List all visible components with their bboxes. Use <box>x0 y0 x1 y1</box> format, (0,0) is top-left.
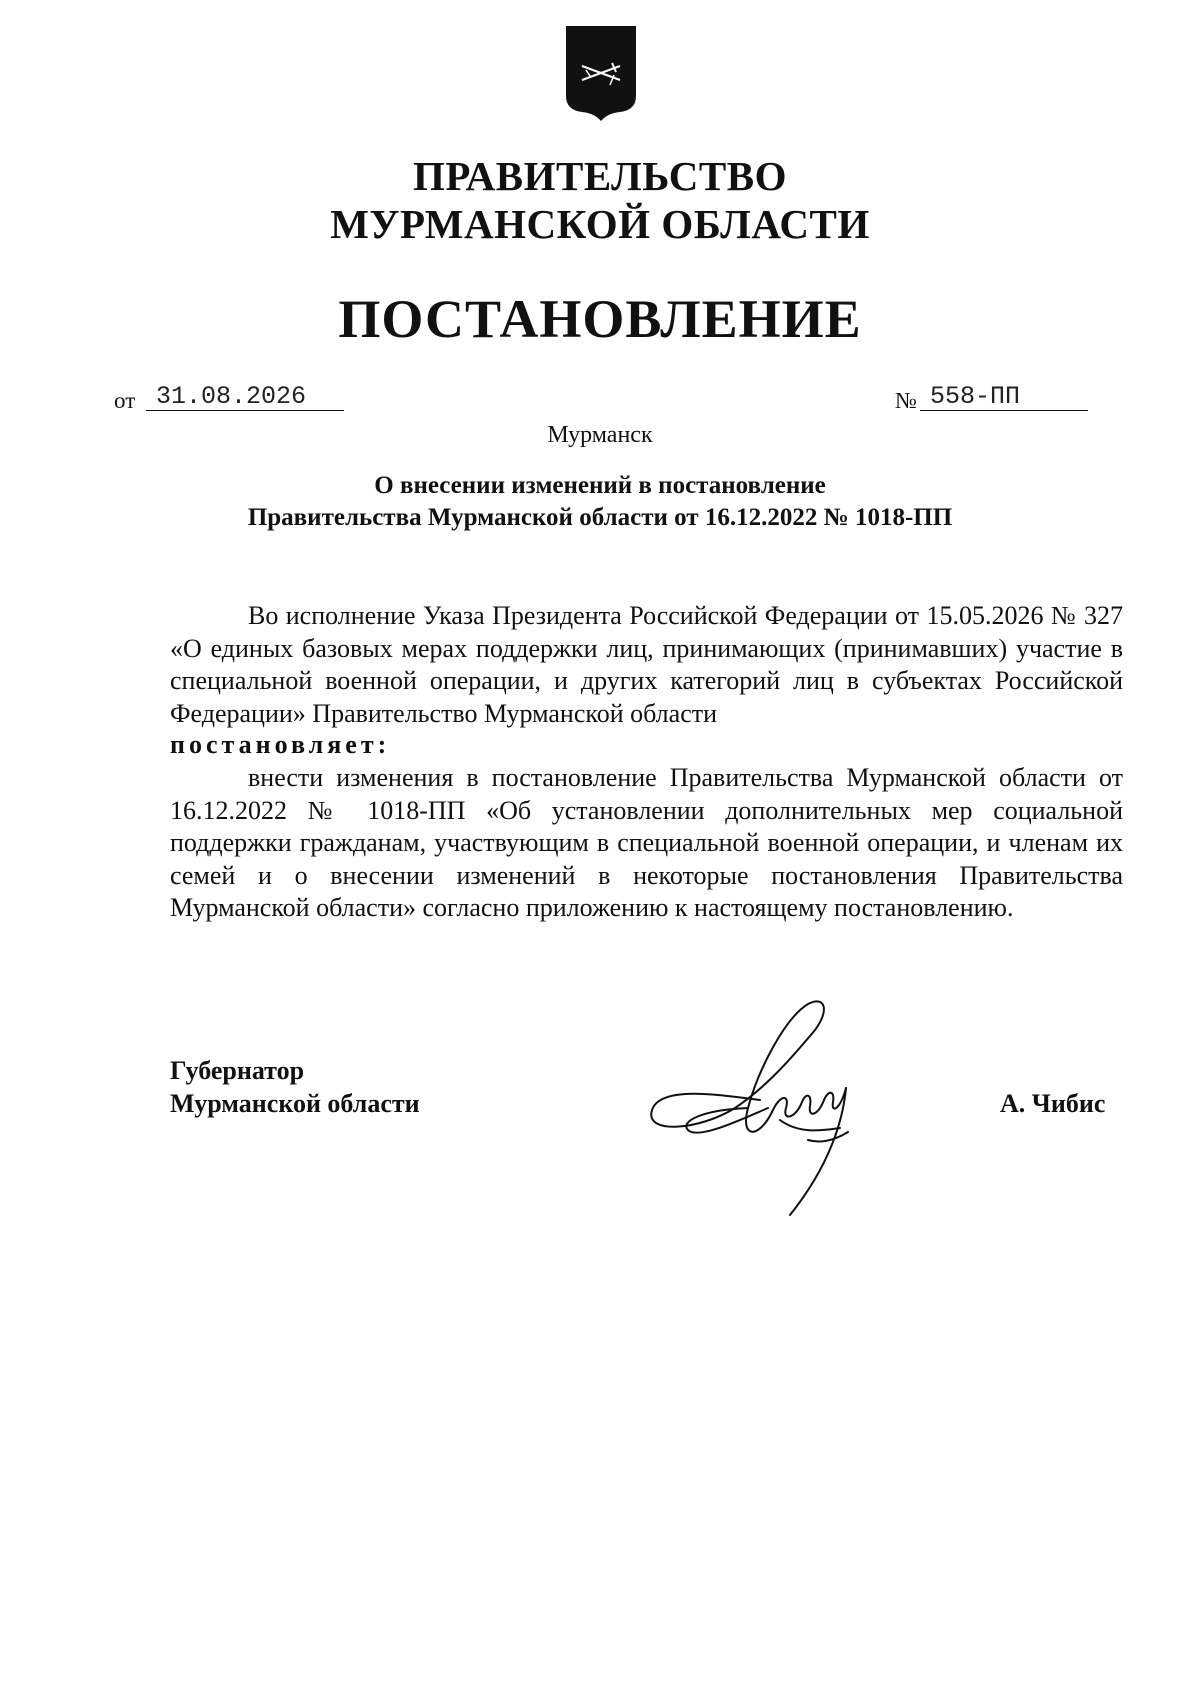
handwritten-signature <box>640 990 910 1240</box>
signatory-position <box>170 1054 420 1120</box>
decree-word: постановляет: <box>170 730 391 759</box>
document-type-heading: ПОСТАНОВЛЕНИЕ <box>338 289 862 349</box>
number-prefix: № <box>895 388 917 413</box>
signatory-position-line2: Мурманской области <box>170 1089 420 1118</box>
signatory-position-line1: Губернатор <box>170 1056 305 1085</box>
signatory-name: А. Чибис <box>1000 1089 1106 1118</box>
document-title <box>0 470 1200 534</box>
coat-of-arms-emblem <box>560 22 642 124</box>
date-prefix: от <box>114 388 136 413</box>
body-paragraph-2: внести изменения в постановление Правительства Мурманской области от 16.12.2022 № 1018-ПП «Об установлении дополнительных мер социальной поддержки гражданам, участвующим в специальной военной операции, и членам их семей и о внесении изменений в некоторые постановления Правительства Мурманской области» согласно приложению к настоящему постановлению. <box>170 763 1123 922</box>
document-date: 31.08.2026 <box>156 382 307 411</box>
government-name-line2: МУРМАНСКОЙ ОБЛАСТИ <box>330 201 870 247</box>
title-line-1: О внесении изменений в постановление <box>374 472 826 499</box>
document-number: 558-ПП <box>930 382 1021 411</box>
government-name-line1: ПРАВИТЕЛЬСТВО <box>412 153 788 199</box>
body-paragraph-1: Во исполнение Указа Президента Российской Федерации от 15.05.2026 № 327 «О единых базовых мерах поддержки лиц, принимающих (принимавших) участие в специальной военной операции, и других категорий лиц в субъектах Российской Федерации» Правительство Мурманской области <box>170 601 1123 728</box>
city-name: Мурманск <box>547 422 653 448</box>
title-line-2: Правительства Мурманской области от 16.12.2022 № 1018-ПП <box>247 504 953 531</box>
